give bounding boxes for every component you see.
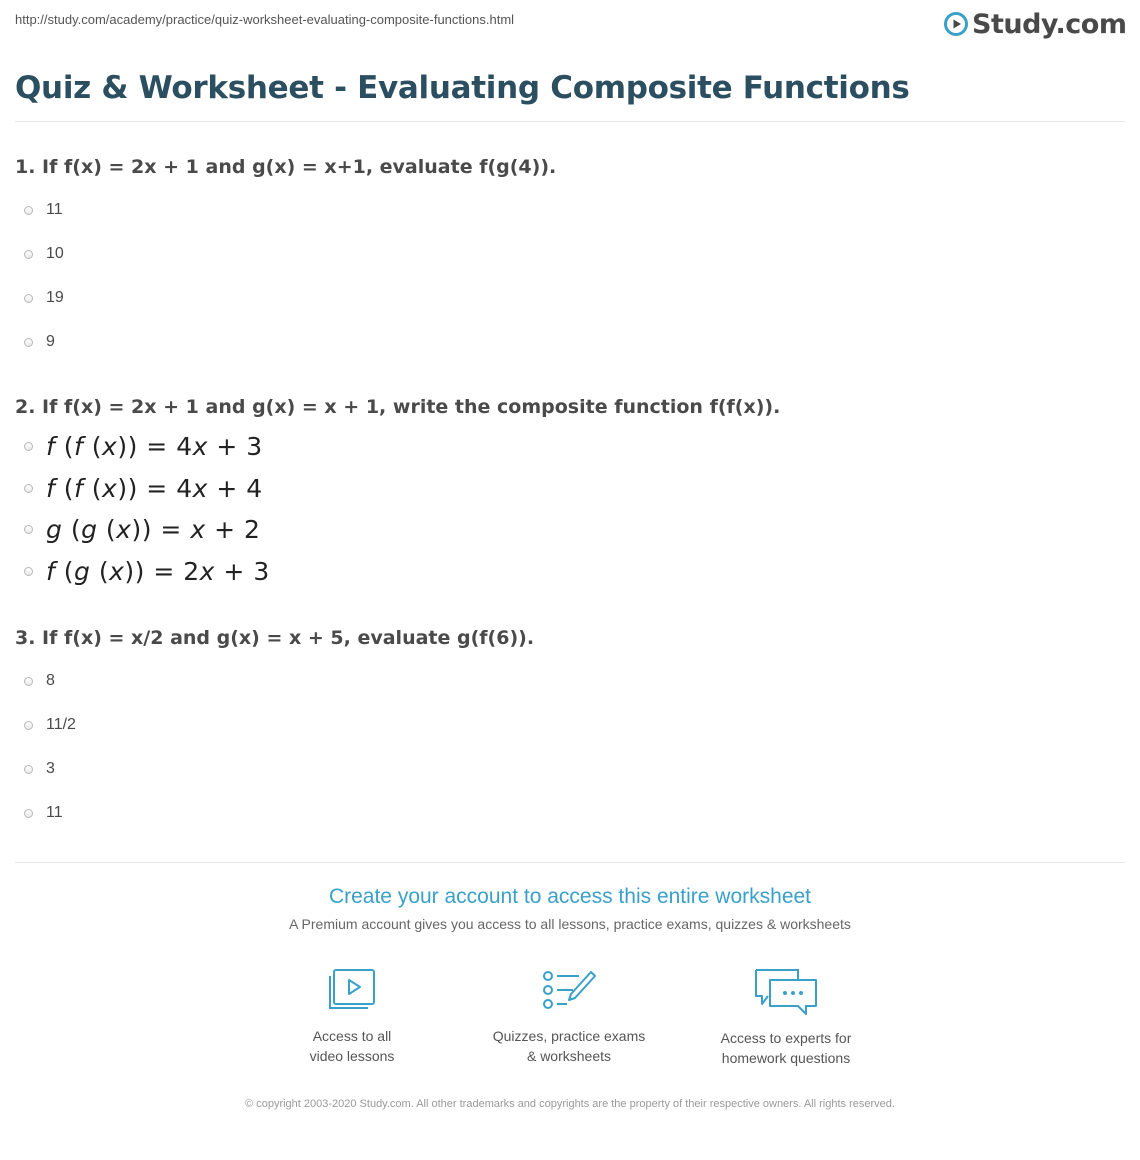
option-label: 10 bbox=[46, 245, 64, 262]
feature-experts bbox=[686, 968, 886, 1068]
feature-label: Access to all video lessons bbox=[309, 1028, 395, 1064]
question-2-text: 2. If f(x) = 2x + 1 and g(x) = x + 1, write the composite function f(f(x)). bbox=[15, 396, 781, 418]
radio-button[interactable] bbox=[24, 677, 33, 686]
question-1-option-2[interactable] bbox=[24, 245, 64, 263]
option-label: 8 bbox=[46, 672, 55, 689]
question-2-option-3[interactable] bbox=[24, 515, 260, 544]
question-3-option-2[interactable] bbox=[24, 716, 76, 734]
question-3-option-1[interactable] bbox=[24, 672, 55, 690]
create-account-link[interactable]: Create your account to access this entire worksheet bbox=[328, 885, 812, 908]
page-url: http://study.com/academy/practice/quiz-worksheet-evaluating-composite-functions.html bbox=[15, 12, 515, 27]
radio-button[interactable] bbox=[24, 809, 33, 818]
premium-description: A Premium account gives you access to all lessons, practice exams, quizzes & worksheets bbox=[289, 916, 851, 932]
option-label: 3 bbox=[46, 760, 55, 777]
question-2-option-1[interactable] bbox=[24, 432, 263, 461]
option-label: 19 bbox=[46, 289, 64, 306]
expert-chat-icon bbox=[754, 968, 818, 1016]
radio-button[interactable] bbox=[24, 206, 33, 215]
option-label: 11 bbox=[46, 804, 63, 821]
question-3-option-3[interactable] bbox=[24, 760, 55, 778]
option-label: 11 bbox=[46, 201, 63, 218]
radio-button[interactable] bbox=[24, 250, 33, 259]
radio-button[interactable] bbox=[24, 338, 33, 347]
question-2-option-2[interactable] bbox=[24, 474, 263, 503]
questions-divider bbox=[15, 862, 1125, 863]
question-1-option-3[interactable] bbox=[24, 289, 64, 307]
feature-video-lessons bbox=[252, 968, 452, 1066]
option-formula: f (f (x)) = 4x + 3 bbox=[46, 432, 263, 461]
question-3-text: 3. If f(x) = x/2 and g(x) = x + 5, evaluate g(f(6)). bbox=[15, 627, 535, 649]
title-divider bbox=[15, 121, 1125, 122]
radio-button[interactable] bbox=[24, 294, 33, 303]
radio-button[interactable] bbox=[24, 765, 33, 774]
play-logo-icon bbox=[944, 12, 968, 36]
radio-button[interactable] bbox=[24, 484, 33, 493]
page-title: Quiz & Worksheet - Evaluating Composite Functions bbox=[15, 70, 910, 106]
option-formula: f (f (x)) = 4x + 4 bbox=[46, 474, 263, 503]
copyright-notice: © copyright 2003-2020 Study.com. All other trademarks and copyrights are the property of their respective owners. All rights reserved. bbox=[245, 1098, 895, 1110]
feature-label: Quizzes, practice exams & worksheets bbox=[492, 1028, 646, 1064]
question-1-option-4[interactable] bbox=[24, 333, 55, 351]
option-formula: g (g (x)) = x + 2 bbox=[46, 515, 261, 544]
option-label: 9 bbox=[46, 333, 55, 350]
radio-button[interactable] bbox=[24, 525, 33, 534]
study-logo[interactable] bbox=[944, 6, 1126, 42]
feature-label: Access to experts for homework questions bbox=[720, 1030, 852, 1066]
feature-quizzes bbox=[469, 968, 669, 1066]
video-lessons-icon bbox=[326, 968, 378, 1014]
option-formula: f (g (x)) = 2x + 3 bbox=[46, 557, 270, 586]
radio-button[interactable] bbox=[24, 567, 33, 576]
quiz-checklist-icon bbox=[541, 968, 597, 1014]
option-label: 11/2 bbox=[46, 716, 76, 733]
question-3-option-4[interactable] bbox=[24, 804, 63, 822]
radio-button[interactable] bbox=[24, 442, 33, 451]
question-1-text: 1. If f(x) = 2x + 1 and g(x) = x+1, evaluate f(g(4)). bbox=[15, 156, 557, 178]
logo-text: Study.com bbox=[972, 8, 1127, 40]
question-2-option-4[interactable] bbox=[24, 557, 270, 586]
question-1-option-1[interactable] bbox=[24, 201, 63, 219]
radio-button[interactable] bbox=[24, 721, 33, 730]
